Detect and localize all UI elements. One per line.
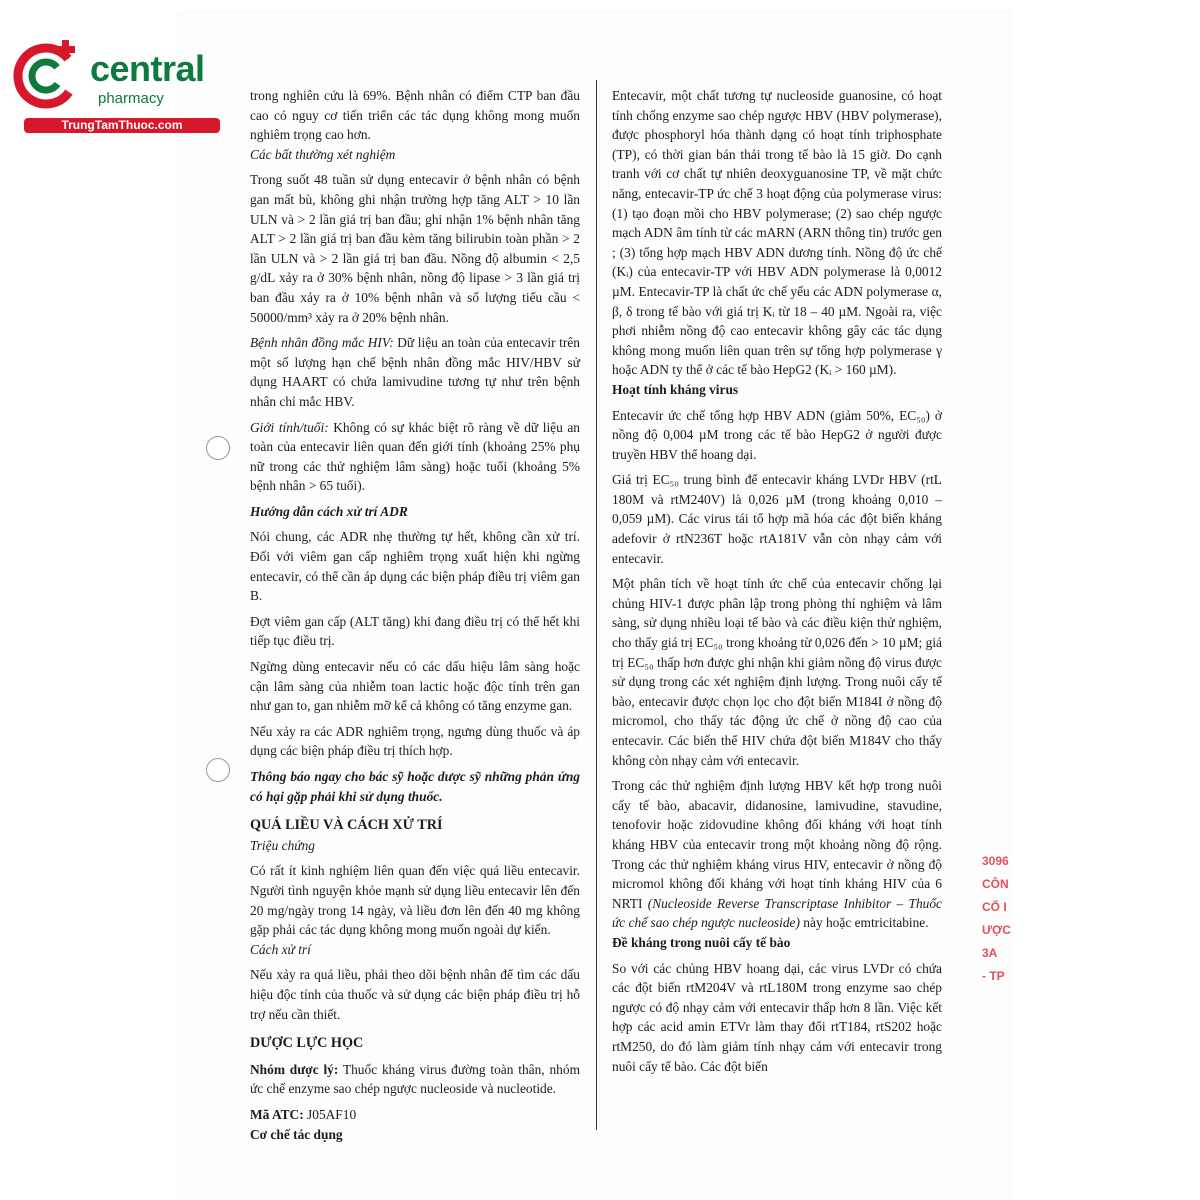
paragraph: Nói chung, các ADR nhẹ thường tự hết, không cần xử trí. Đối với viêm gan cấp nghiêm trọng xuất hiện khi ngừng entecavir, có thể cần áp dụng các biện pháp điều trị viêm gan B. [250,529,580,604]
stamp-line: ƯỢC [982,923,1011,937]
paragraph-lead: Nhóm dược lý: [250,1061,339,1077]
stamp-line: 3096 [982,854,1009,868]
subheading: Đề kháng trong nuôi cấy tế bào [612,934,791,950]
paragraph-body: Trong các thử nghiệm định lượng HBV kết hợp trong nuôi cấy tế bào, abacavir, didanosine, lamivudine, stavudine, tenofovir hoặc zidovudine không đối kháng với hoạt tính kháng HBV của entecavir trong một khoảng nồng độ rộng. Trong các thử nghiệm kháng virus HIV, entecavir ở nồng độ micromol không đối kháng với hoạt tính kháng HIV của 6 NRTI [612,778,942,911]
subheading: Cơ chế tác dụng [250,1126,343,1142]
paragraph-body: Dữ liệu an toàn của entecavir trên một số lượng hạn chế bệnh nhân đồng mắc HIV/HBV sử dụng HAART có chứa lamivudine tương tự như trên bệnh nhân chỉ mắc HBV. [250,335,580,409]
paragraph: trong nghiên cứu là 69%. Bệnh nhân có điểm CTP ban đầu cao có nguy cơ tiến triển các tác dụng không mong muốn nghiêm trọng cao hơn. [250,88,580,143]
paragraph: Có rất ít kinh nghiệm liên quan đến việc quá liều entecavir. Người tình nguyện khỏe mạnh sử dụng liều entecavir lên đến 20 mg/ngày trong 14 ngày, và liều đơn lên đến 40 mg không gặp phải các tác dụng không mong muốn ngoài dự kiến. [250,863,580,938]
paragraph: Nếu xảy ra các ADR nghiêm trọng, ngưng dùng thuốc và áp dụng các biện pháp điều trị thích hợp. [250,723,580,759]
text-column-left [250,80,580,1144]
logo-website-link[interactable]: TrungTamThuoc.com [24,118,220,133]
logo-subtitle: pharmacy [98,90,164,107]
paragraph-body: Không có sự khác biệt rõ ràng về dữ liệu an toàn của entecavir liên quan đến giới tính (khoảng 25% phụ nữ trong các thử nghiệm lâm sàng) hoặc tuổi (khoảng 5% bệnh nhân > 65 tuổi). [250,419,581,494]
paragraph [250,1105,580,1125]
paragraph: Entecavir ức chế tổng hợp HBV ADN (giảm 50%, EC₅₀) ở nồng độ 0,004 µM trong các tế bào HepG2 ở người được truyền HBV thể hoang dại. [612,407,942,462]
stamp-line: CÔN [982,877,1009,891]
subheading: Hoạt tính kháng virus [612,381,739,397]
column-divider [596,80,597,1130]
stamp-line: - TP [982,969,1005,983]
pharmacy-logo[interactable] [10,38,220,138]
paragraph: Một phân tích về hoạt tính ức chế của entecavir chống lại chủng HIV-1 được phân lập trong phòng thí nghiệm và lâm sàng, sử dụng nhiều loại tế bào và các điều kiện thử nghiệm, cho thấy giá trị EC₅₀ trong khoảng từ 0,026 đến > 10 µM; giá trị EC₅₀ thấp hơn được ghi nhận khi giảm nồng độ virus được sử dụng trong các xét nghiệm định lượng. Trong nuôi cấy tế bào, entecavir được chọn lọc cho đột biến M184I ở nồng độ micromol, cho thấy tác động ức chế ở nồng độ cao của entecavir. Các biến thể HIV chứa đột biến M184V cho thấy không còn nhạy cảm với entecavir. [612,576,942,768]
paragraph: So với các chủng HBV hoang dại, các virus LVDr có chứa các đột biến rtM204V và rtL180M trong enzyme sao chép ngược có độ nhạy cảm với entecavir thấp hơn 8 lần. Việc kết hợp các acid amin ETVr làm thay đổi rtT184, rtS202 hoặc rtM250, do đó làm giảm tính nhạy cảm với entecavir trong nuôi cấy tế bào. Các đột biến [612,960,942,1074]
logo-brand-name: central [90,48,205,89]
subheading: Cách xử trí [250,941,311,957]
paragraph: Trong suốt 48 tuần sử dụng entecavir ở bệnh nhân có bệnh gan mất bù, không ghi nhận trường hợp tăng ALT > 10 lần ULN và > 2 lần giá trị ban đầu; ghi nhận 1% bệnh nhân tăng ALT > 2 lần giá trị ban đầu kèm tăng bilirubin toàn phần > 2 lần ULN và > 2 lần giá trị ban đầu. Nồng độ albumin < 2,5 g/dL xảy ra ở 30% bệnh nhân, nồng độ lipase > 3 lần giá trị ban đầu xảy ra ở 10% bệnh nhân và số lượng tiểu cầu < 50000/mm³ xảy ra ở 20% bệnh nhân. [250,172,580,325]
central-pharmacy-logo-icon [10,38,86,114]
paragraph [612,776,942,933]
paragraph-lead: Mã ATC: [250,1106,304,1122]
binder-hole [206,436,230,460]
paragraph: Giá trị EC₅₀ trung bình để entecavir kháng LVDr HBV (rtL 180M và rtM240V) là 0,026 µM (trong khoảng 0,010 – 0,059 µM). Các virus tái tổ hợp mã hóa các đột biến kháng adefovir ở rtN236T hoặc rtA181V vẫn còn nhạy cảm với entecavir. [612,472,942,566]
stamp-line: 3A [982,946,998,960]
paragraph-body: J05AF10 [303,1106,357,1122]
paragraph: Nếu xảy ra quá liều, phải theo dõi bệnh nhân để tìm các dấu hiệu độc tính của thuốc và sử dụng các biện pháp điều trị hỗ trợ nếu cần thiết. [250,967,580,1022]
paragraph [250,1060,580,1099]
paragraph-tail: này hoặc emtricitabine. [799,915,929,931]
section-heading: QUÁ LIỀU VÀ CÁCH XỬ TRÍ [250,817,443,834]
paragraph: Entecavir, một chất tương tự nucleoside guanosine, có hoạt tính chống enzyme sao chép ngược HBV (HBV polymerase), được phosphoryl hóa thành dạng có hoạt tính triphosphate (TP), có thời gian bán thải trong tế bào là 15 giờ. Do cạnh tranh với cơ chất tự nhiên deoxyguanosine TP, về mặt chức năng, entecavir-TP ức chế 3 hoạt động của polymerase virus: (1) tạo đoạn mồi cho HBV polymerase; (2) sao chép ngược mạch ADN âm tính từ các mARN (ARN thông tin) trước gen ; (3) tổng hợp mạch HBV ADN dương tính. Nồng độ ức chế (Kᵢ) của entecavir-TP với HBV ADN polymerase là 0,0012 µM. Entecavir-TP là chất ức chế yếu các ADN polymerase α, β, δ trong tế bào với giá trị Kᵢ từ 18 – 40 µM. Ngoài ra, việc phơi nhiễm nồng độ cao entecavir không gây các tác dụng không mong muốn liên quan trên sự tổng hợp polymerase γ hoặc ADN ty thể ở các tế bào HepG2 (Kᵢ > 160 µM). [612,88,942,378]
subheading: Triệu chứng [250,837,315,853]
subheading: Các bất thường xét nghiệm [250,146,396,162]
paragraph: Đợt viêm gan cấp (ALT tăng) khi đang điều trị có thể hết khi tiếp tục điều trị. [250,613,580,649]
paragraph [250,418,580,496]
text-column-right [612,80,942,1076]
paragraph-italic: (Nucleoside Reverse Transcriptase Inhibitor – Thuốc ức chế sao chép ngược nucleoside) [612,895,942,931]
red-stamp [982,850,1022,990]
section-heading: DƯỢC LỰC HỌC [250,1035,364,1052]
emphasis-heading: Thông báo ngay cho bác sỹ hoặc dược sỹ những phản ứng có hại gặp phải khi sử dụng thuốc. [250,769,580,804]
stamp-line: CỔ I [982,900,1007,914]
paragraph [250,333,580,411]
emphasis-heading: Hướng dẫn cách xử trí ADR [250,503,408,519]
paragraph-lead: Giới tính/tuổi: [250,419,329,435]
paragraph-lead: Bệnh nhân đồng mắc HIV: [250,335,394,351]
binder-hole [206,758,230,782]
paragraph: Ngừng dùng entecavir nếu có các dấu hiệu lâm sàng hoặc cận lâm sàng của nhiễm toan lactic hoặc độc tính trên gan như gan to, gan nhiễm mỡ kể cả không có tăng enzyme gan. [250,659,580,714]
paragraph-body: Thuốc kháng virus đường toàn thân, nhóm ức chế enzyme sao chép ngược nucleoside và nucleotide. [250,1061,580,1097]
